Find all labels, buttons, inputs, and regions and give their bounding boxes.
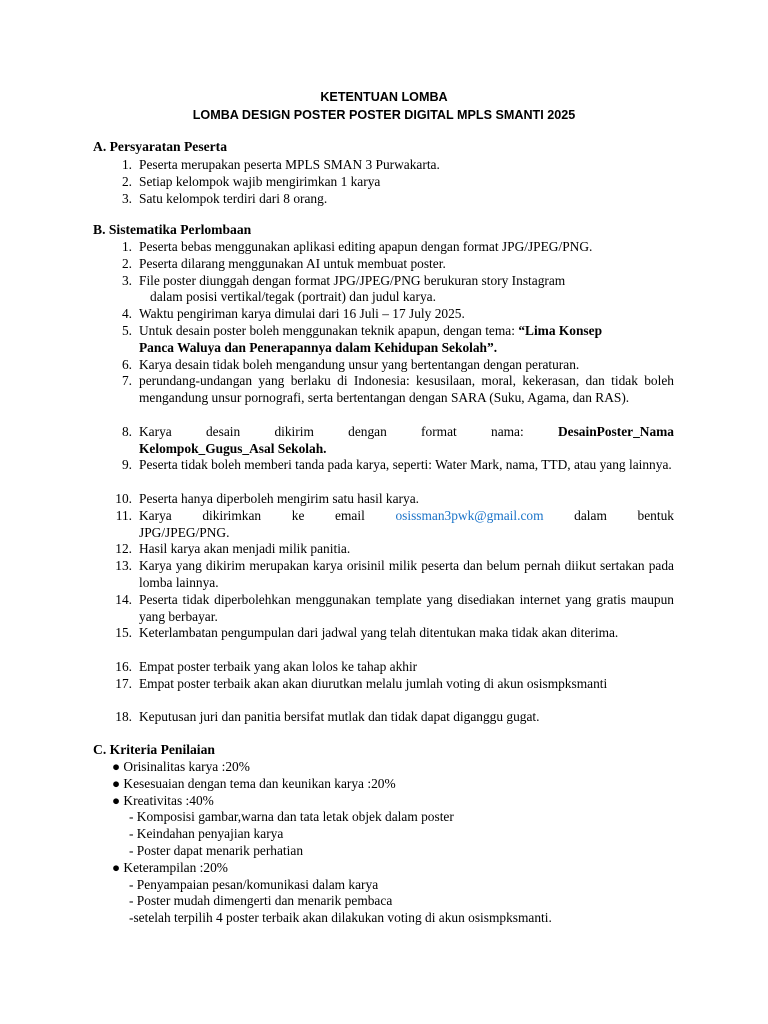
list-item (0, 625, 768, 659)
list-item (0, 592, 768, 626)
list-item (0, 174, 768, 191)
item-text-continuation: dalam posisi vertikal/tegak (portrait) dan judul karya. (150, 289, 436, 305)
item-text: Satu kelompok terdiri dari 8 orang. (139, 190, 328, 206)
item-text: Empat poster terbaik akan akan diurutkan melalu jumlah voting di akun osismpksmanti (139, 675, 608, 691)
criteria-item (0, 860, 768, 877)
criteria-subitem (0, 809, 768, 826)
item-number: 12. (115, 541, 132, 557)
list-item (0, 457, 768, 491)
criteria-subitem (0, 843, 768, 860)
criteria-item (0, 793, 768, 810)
word: email (335, 507, 365, 523)
item-number: 16. (115, 658, 132, 674)
list-item (0, 373, 768, 423)
email-link[interactable]: osissman3pwk@gmail.com (395, 507, 544, 523)
word: format (421, 423, 457, 439)
word: Karya (139, 507, 172, 523)
item-number: 9. (121, 457, 132, 473)
file-name-format: DesainPoster_Nama (557, 423, 674, 439)
section-b-list (0, 239, 768, 726)
list-item (0, 508, 768, 542)
section-a-list (0, 157, 768, 207)
item-number: 15. (115, 625, 132, 641)
list-item (0, 157, 768, 174)
criteria-item (0, 759, 768, 776)
item-text: Setiap kelompok wajib mengirimkan 1 karya (139, 173, 381, 189)
item-text-continuation: JPG/JPEG/PNG. (139, 524, 230, 540)
item-text: Keputusan juri dan panitia bersifat mutlak dan tidak dapat diganggu gugat. (139, 709, 540, 725)
list-item (0, 191, 768, 208)
criteria-subitem (0, 826, 768, 843)
voting-note: -setelah terpilih 4 poster terbaik akan dilakukan voting di akun osismpksmanti. (129, 910, 552, 926)
item-text (139, 323, 674, 357)
item-number: 3. (121, 190, 132, 206)
item-text: perundang-undangan yang berlaku di Indonesia: kesusilaan, moral, kekerasan, dan tidak boleh mengandung unsur pornografi, serta bertentangan dengan SARA (Suku, Agama, dan RAS). (139, 373, 674, 406)
list-item (0, 558, 768, 592)
word: desain (205, 423, 241, 439)
criteria-subtext: - Poster mudah dimengerti dan menarik pembaca (129, 893, 393, 909)
theme-title-continuation: Panca Waluya dan Penerapannya dalam Kehidupan Sekolah”. (139, 339, 498, 355)
list-item (0, 357, 768, 374)
criteria-note (0, 910, 768, 927)
item-line (139, 424, 674, 441)
item-text: Karya yang dikirim merupakan karya orisinil milik peserta dan belum pernah diikut sertakan pada lomba lainnya. (139, 558, 674, 590)
list-item (0, 541, 768, 558)
item-number: 11. (115, 507, 132, 523)
criteria-text: ● Kesesuaian dengan tema dan keunikan karya :20% (112, 775, 396, 791)
item-text: Peserta tidak boleh memberi tanda pada karya, seperti: Water Mark, nama, TTD, atau yang lainnya. (139, 457, 672, 473)
item-number: 14. (115, 591, 132, 607)
theme-intro: Untuk desain poster boleh menggunakan teknik apapun, dengan tema: (139, 322, 515, 338)
item-number: 2. (121, 173, 132, 189)
list-item (0, 323, 768, 357)
criteria-text: ● Orisinalitas karya :20% (112, 759, 250, 774)
item-number: 6. (121, 356, 132, 372)
item-number: 5. (121, 322, 132, 338)
list-item (0, 659, 768, 676)
item-number: 13. (115, 558, 132, 574)
item-text: Karya desain tidak boleh mengandung unsur yang bertentangan dengan peraturan. (139, 356, 580, 372)
item-number: 3. (121, 272, 132, 288)
section-c-heading: C. Kriteria Penilaian (93, 742, 215, 757)
item-text: Waktu pengiriman karya dimulai dari 16 Juli – 17 July 2025. (139, 306, 465, 322)
criteria-list (0, 759, 768, 927)
criteria-text: ● Keterampilan :20% (112, 859, 228, 875)
document-title: KETENTUAN LOMBA (320, 90, 448, 104)
item-text: File poster diunggah dengan format JPG/JPEG/PNG berukuran story Instagram (139, 272, 566, 288)
item-number: 17. (115, 675, 132, 691)
word: Karya (139, 423, 172, 439)
section-b-heading: B. Sistematika Perlombaan (93, 222, 252, 237)
item-number: 18. (115, 709, 132, 725)
criteria-subtext: - Poster dapat menarik perhatian (129, 842, 304, 858)
item-text: Empat poster terbaik yang akan lolos ke tahap akhir (139, 658, 418, 674)
item-text (139, 424, 674, 458)
word: ke (291, 507, 305, 523)
list-item (0, 273, 768, 307)
criteria-subitem (0, 877, 768, 894)
word: dikirim (274, 423, 314, 439)
criteria-subitem (0, 893, 768, 910)
list-item (0, 709, 768, 726)
theme-title: “Lima Konsep (518, 322, 603, 338)
list-item (0, 306, 768, 323)
item-text: Peserta bebas menggunakan aplikasi editing apapun dengan format JPG/JPEG/PNG. (139, 239, 593, 254)
list-item (0, 256, 768, 273)
item-number: 2. (121, 255, 132, 271)
list-item (0, 676, 768, 710)
item-line (139, 508, 674, 525)
item-text: Peserta tidak diperbolehkan menggunakan template yang disediakan internet yang gratis maupun yang berbayar. (139, 591, 674, 624)
word: bentuk (637, 507, 674, 523)
item-number: 4. (121, 306, 132, 322)
word: nama: (491, 423, 524, 439)
item-number: 10. (115, 490, 132, 506)
file-name-format-continuation: Kelompok_Gugus_Asal Sekolah. (139, 440, 327, 456)
word: dalam (574, 507, 607, 523)
section-a-heading: A. Persyaratan Peserta (93, 139, 227, 154)
criteria-subtext: - Keindahan penyajian karya (129, 826, 284, 842)
criteria-subtext: - Penyampaian pesan/komunikasi dalam karya (129, 876, 379, 892)
criteria-item (0, 776, 768, 793)
list-item (0, 239, 768, 256)
item-text: Keterlambatan pengumpulan dari jadwal yang telah ditentukan maka tidak akan diterima. (139, 625, 619, 641)
item-number: 1. (121, 239, 132, 254)
word: dengan (348, 423, 387, 439)
item-text: Peserta merupakan peserta MPLS SMAN 3 Purwakarta. (139, 157, 440, 172)
item-text (139, 508, 674, 542)
item-number: 7. (121, 373, 132, 389)
item-text: Hasil karya akan menjadi milik panitia. (139, 541, 351, 557)
item-number: 8. (121, 423, 132, 439)
document-subtitle: LOMBA DESIGN POSTER POSTER DIGITAL MPLS SMANTI 2025 (192, 108, 576, 122)
list-item (0, 424, 768, 458)
word: dikirimkan (202, 507, 262, 523)
item-text: Peserta hanya diperboleh mengirim satu hasil karya. (139, 490, 420, 506)
list-item (0, 491, 768, 508)
item-number: 1. (121, 157, 132, 172)
item-text: Peserta dilarang menggunakan AI untuk membuat poster. (139, 255, 446, 271)
criteria-subtext: - Komposisi gambar,warna dan tata letak objek dalam poster (129, 809, 454, 825)
criteria-text: ● Kreativitas :40% (112, 792, 214, 808)
